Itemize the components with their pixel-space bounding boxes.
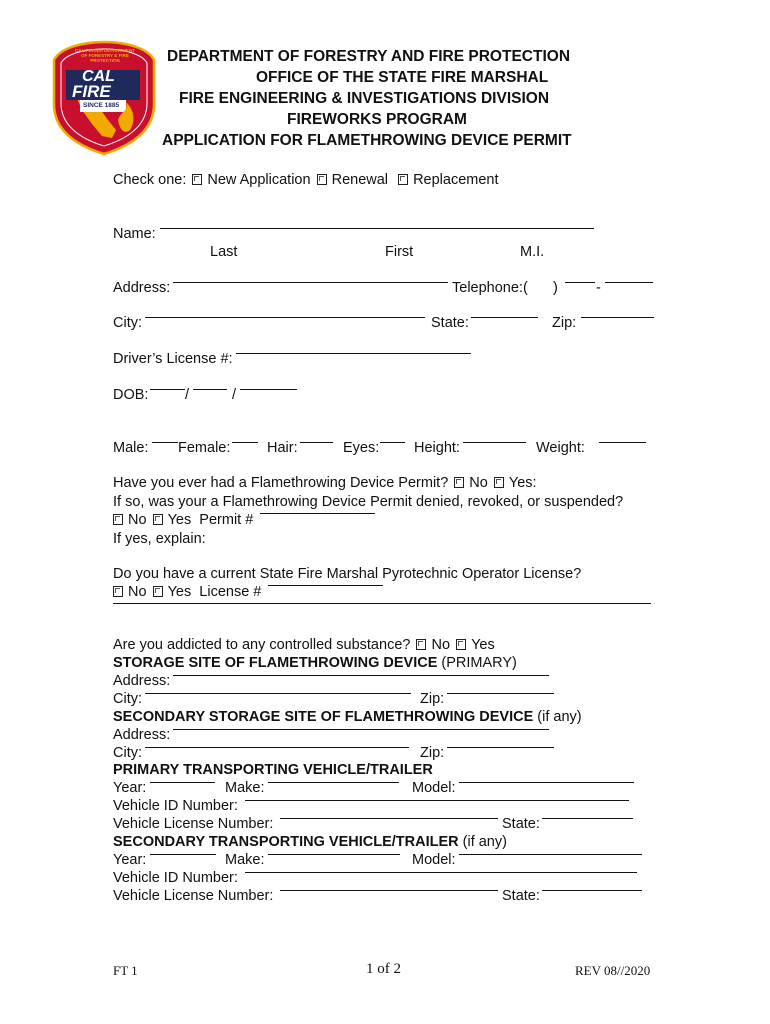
- hair-field[interactable]: [300, 442, 333, 443]
- pyro-license-number-label: License #: [199, 584, 262, 600]
- secondary-storage-title: SECONDARY STORAGE SITE OF FLAMETHROWING DEVICE: [113, 709, 534, 725]
- denied-yes-label: Yes: [167, 512, 192, 528]
- city-label: City:: [113, 315, 142, 331]
- permit-no-checkbox[interactable]: [454, 477, 464, 488]
- new-application-label: New Application: [207, 172, 311, 188]
- page-number: 1 of 2: [366, 961, 401, 977]
- dob-slash-2: /: [232, 387, 237, 403]
- addiction-no-checkbox[interactable]: [416, 639, 426, 650]
- page-title: APPLICATION FOR FLAMETHROWING DEVICE PERMIT: [162, 132, 572, 149]
- permit-question: Have you ever had a Flamethrowing Device Permit?: [113, 475, 449, 491]
- addiction-question: Are you addicted to any controlled substance?: [113, 637, 411, 653]
- vehicle1-state-label: State:: [502, 816, 540, 832]
- revision-date: REV 08//2020: [575, 963, 651, 978]
- vehicle1-make-label: Make:: [225, 780, 265, 796]
- vehicle1-plate-field[interactable]: [280, 818, 498, 819]
- vehicle2-vin-label: Vehicle ID Number:: [113, 870, 238, 886]
- primary-storage-heading: [113, 655, 517, 671]
- name-label: Name:: [113, 226, 156, 242]
- permit-question-row: [113, 475, 537, 491]
- secondary-storage-heading: [113, 709, 582, 725]
- storage2-city-field[interactable]: [145, 747, 409, 748]
- form-number: FT 1: [113, 963, 138, 978]
- storage1-city-label: City:: [113, 691, 142, 707]
- header-department: DEPARTMENT OF FORESTRY AND FIRE PROTECTION: [167, 48, 571, 65]
- vehicle2-year-field[interactable]: [150, 854, 216, 855]
- storage1-zip-label: Zip:: [420, 691, 445, 707]
- primary-vehicle-title: PRIMARY TRANSPORTING VEHICLE/TRAILER: [113, 762, 433, 778]
- storage2-zip-field[interactable]: [447, 747, 554, 748]
- header-office: OFFICE OF THE STATE FIRE MARSHAL: [256, 69, 549, 86]
- storage2-address-label: Address:: [113, 727, 171, 743]
- male-label: Male:: [113, 440, 149, 456]
- denied-no-label: No: [128, 512, 147, 528]
- name-first-caption: First: [385, 244, 414, 260]
- female-label: Female:: [178, 440, 231, 456]
- permit-denied-question: If so, was your a Flamethrowing Device Permit denied, revoked, or suspended?: [113, 494, 624, 510]
- storage1-address-field[interactable]: [173, 675, 549, 676]
- vehicle2-state-label: State:: [502, 888, 540, 904]
- vehicle1-vin-label: Vehicle ID Number:: [113, 798, 238, 814]
- pyro-yes-label: Yes: [167, 584, 192, 600]
- logo-fire: FIRE: [72, 82, 111, 101]
- name-last-caption: Last: [210, 244, 238, 260]
- eyes-label: Eyes:: [343, 440, 380, 456]
- vehicle1-year-field[interactable]: [150, 782, 215, 783]
- hair-label: Hair:: [267, 440, 298, 456]
- pyro-license-number-field[interactable]: [268, 585, 383, 586]
- name-field[interactable]: [160, 228, 594, 229]
- dob-month-field[interactable]: [150, 389, 185, 390]
- secondary-vehicle-suffix: (if any): [458, 834, 507, 850]
- telephone-prefix-field[interactable]: [565, 282, 595, 283]
- explain-field[interactable]: [113, 603, 651, 604]
- address-field[interactable]: [173, 282, 448, 283]
- permit-yes-label: Yes:: [508, 475, 537, 491]
- permit-number-label: Permit #: [199, 512, 254, 528]
- addiction-yes-checkbox[interactable]: [456, 639, 466, 650]
- vehicle1-model-field[interactable]: [459, 782, 634, 783]
- secondary-vehicle-title: SECONDARY TRANSPORTING VEHICLE/TRAILER: [113, 834, 459, 850]
- logo-since: SINCE 1885: [83, 102, 120, 109]
- height-field[interactable]: [463, 442, 526, 443]
- header-division: FIRE ENGINEERING & INVESTIGATIONS DIVISION: [179, 90, 550, 107]
- cal-fire-logo: [52, 40, 156, 156]
- storage2-address-field[interactable]: [173, 729, 549, 730]
- addiction-yes-label: Yes: [471, 637, 495, 653]
- denied-yes-checkbox[interactable]: [153, 514, 163, 525]
- renewal-label: Renewal: [331, 172, 389, 188]
- secondary-vehicle-heading: [113, 834, 507, 850]
- storage1-city-field[interactable]: [145, 693, 411, 694]
- height-label: Height:: [414, 440, 460, 456]
- vehicle2-model-label: Model:: [412, 852, 456, 868]
- vehicle2-make-label: Make:: [225, 852, 265, 868]
- telephone-line-field[interactable]: [605, 282, 653, 283]
- addiction-row: [113, 637, 495, 653]
- denied-no-checkbox[interactable]: [113, 514, 123, 525]
- pyro-no-checkbox[interactable]: [113, 586, 123, 597]
- check-one-label: Check one:: [113, 172, 187, 188]
- vehicle1-year-label: Year:: [113, 780, 147, 796]
- check-one-row: [113, 172, 499, 188]
- vehicle2-make-field[interactable]: [268, 854, 400, 855]
- drivers-license-label: Driver’s License #:: [113, 351, 233, 367]
- vehicle1-state-field[interactable]: [542, 818, 633, 819]
- vehicle2-state-field[interactable]: [542, 890, 642, 891]
- permit-denied-row: [111, 512, 253, 528]
- weight-field[interactable]: [599, 442, 646, 443]
- female-field[interactable]: [232, 442, 258, 443]
- vehicle1-model-label: Model:: [412, 780, 456, 796]
- header-program: FIREWORKS PROGRAM: [287, 111, 467, 128]
- secondary-storage-suffix: (if any): [533, 709, 582, 725]
- logo-cal: CAL: [82, 68, 115, 85]
- vehicle2-model-field[interactable]: [459, 854, 642, 855]
- pyro-no-label: No: [128, 584, 147, 600]
- drivers-license-field[interactable]: [236, 353, 471, 354]
- storage1-address-label: Address:: [113, 673, 171, 689]
- new-application-checkbox[interactable]: [192, 174, 202, 185]
- permit-no-label: No: [469, 475, 488, 491]
- weight-label: Weight:: [536, 440, 585, 456]
- state-label: State:: [431, 315, 469, 331]
- renewal-checkbox[interactable]: [317, 174, 327, 185]
- permit-yes-checkbox[interactable]: [494, 477, 504, 488]
- name-mi-caption: M.I.: [520, 244, 545, 260]
- male-field[interactable]: [152, 442, 178, 443]
- pyro-yes-checkbox[interactable]: [153, 586, 163, 597]
- telephone-dash: -: [596, 280, 601, 296]
- pyro-license-question: Do you have a current State Fire Marshal Pyrotechnic Operator License?: [113, 566, 582, 582]
- storage2-city-label: City:: [113, 745, 142, 761]
- replacement-label: Replacement: [413, 172, 499, 188]
- vehicle2-plate-field[interactable]: [280, 890, 498, 891]
- permit-number-field[interactable]: [260, 513, 375, 514]
- address-label: Address:: [113, 280, 171, 296]
- vehicle1-vin-field[interactable]: [245, 800, 629, 801]
- vehicle2-vin-field[interactable]: [245, 872, 637, 873]
- eyes-field[interactable]: [380, 442, 405, 443]
- logo-ring-text: CALIFORNIA DEPARTMENT OF FORESTRY & FIRE PROTECTION: [75, 48, 135, 63]
- dob-label: DOB:: [113, 387, 149, 403]
- storage2-zip-label: Zip:: [420, 745, 445, 761]
- zip-field[interactable]: [581, 317, 654, 318]
- primary-storage-title: STORAGE SITE OF FLAMETHROWING DEVICE: [113, 655, 438, 671]
- pyro-license-row: [111, 584, 261, 600]
- addiction-no-label: No: [431, 637, 451, 653]
- primary-storage-suffix: (PRIMARY): [437, 655, 517, 671]
- explain-label: If yes, explain:: [113, 531, 206, 547]
- telephone-paren-close: ): [553, 280, 558, 296]
- dob-day-field[interactable]: [193, 389, 227, 390]
- zip-label: Zip:: [552, 315, 577, 331]
- replacement-checkbox[interactable]: [398, 174, 408, 185]
- state-field[interactable]: [471, 317, 538, 318]
- vehicle1-make-field[interactable]: [268, 782, 399, 783]
- vehicle1-plate-label: Vehicle License Number:: [113, 816, 274, 832]
- telephone-label: Telephone:(: [452, 280, 528, 296]
- vehicle2-year-label: Year:: [113, 852, 147, 868]
- storage1-zip-field[interactable]: [447, 693, 554, 694]
- dob-year-field[interactable]: [240, 389, 297, 390]
- vehicle2-plate-label: Vehicle License Number:: [113, 888, 274, 904]
- city-field[interactable]: [145, 317, 425, 318]
- dob-slash-1: /: [185, 387, 190, 403]
